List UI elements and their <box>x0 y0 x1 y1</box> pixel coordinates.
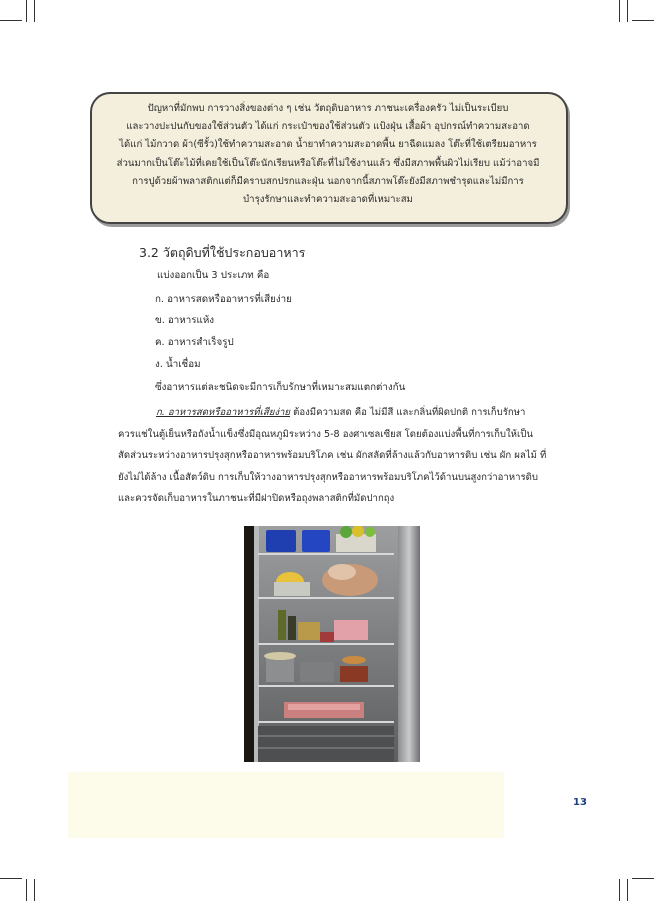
list-item: ข. อาหารแห้ง <box>155 315 215 326</box>
list-item: ก. อาหารสดหรืออาหารที่เสียง่าย <box>155 294 292 305</box>
callout-line: และวางปะปนกับของใช้ส่วนตัว ได้แก่ กระเป๋าของใช้ส่วนตัว แป้งฝุ่น เสื้อผ้า อุปกรณ์ทำความสะอาด <box>126 121 530 133</box>
paragraph-text: ต้องมีความสด คือ ไม่มีสี และกลิ่นที่ผิดปกติ การเก็บรักษา <box>290 407 526 418</box>
page-number: 13 <box>573 797 587 808</box>
paragraph-line: และควรจัดเก็บอาหารในภาชนะที่มีฝาปิดหรือถุงพลาสติกที่มัดปากถุง <box>118 493 395 504</box>
list-item: ค. อาหารสำเร็จรูป <box>155 337 234 348</box>
refrigerator-photo <box>244 526 420 762</box>
section-summary: ซึ่งอาหารแต่ละชนิดจะมีการเก็บรักษาที่เหมาะสมแตกต่างกัน <box>155 382 406 393</box>
crop-mark <box>26 0 27 22</box>
callout-line: ปัญหาที่มักพบ การวางสิ่งของต่าง ๆ เช่น วัตถุดิบอาหาร ภาชนะเครื่องครัว ไม่เป็นระเบียบ <box>147 103 509 114</box>
storage-paragraph <box>118 402 554 510</box>
list-item: ง. น้ำเชื่อม <box>155 359 201 370</box>
refrigerator-illustration <box>244 526 420 762</box>
crop-mark <box>627 0 628 22</box>
crop-mark <box>627 879 628 901</box>
crop-mark <box>0 20 22 21</box>
callout-line: ส่วนมากเป็นโต๊ะไม้ที่เคยใช้เป็นโต๊ะนักเรียนหรือโต๊ะที่ไม่ใช้งานแล้ว ซึ่งมีสภาพพื้นผิวไม่เรียบ แม้ว่าอาจมี <box>116 157 540 169</box>
crop-mark <box>619 0 620 22</box>
crop-mark <box>632 878 654 879</box>
crop-mark <box>619 879 620 901</box>
paragraph-line: ยังไม่ได้ล้าง เนื้อสัตว์ดิบ การเก็บให้วางอาหารปรุงสุกหรืออาหารพร้อมบริโภคไว้ด้านบนสูงกว่าอาหารดิบ <box>118 471 538 483</box>
callout-line: บำรุงรักษาและทำความสะอาดที่เหมาะสม <box>243 194 413 206</box>
crop-mark <box>26 879 27 901</box>
paragraph-line: ควรแช่ในตู้เย็นหรือถังน้ำแข็งซึ่งมีอุณหภูมิระหว่าง 5-8 องศาเซลเซียส โดยต้องแบ่งพื้นที่การเก็บให้เป็น <box>118 428 533 440</box>
emphasis-term: ก. อาหารสดหรืออาหารที่เสียง่าย <box>156 407 291 418</box>
paragraph-line: สัดส่วนระหว่างอาหารปรุงสุกหรืออาหารพร้อมบริโภค เช่น ผักสลัดที่ล้างแล้วกับอาหารดิบ เช่น ผัก ผลไม้ ที่ <box>118 450 547 461</box>
section-heading: 3.2 วัตถุดิบที่ใช้ประกอบอาหาร <box>139 245 306 260</box>
crop-mark <box>632 20 654 21</box>
problem-callout-text <box>100 100 556 209</box>
paragraph-line <box>118 402 554 424</box>
crop-mark <box>34 0 35 22</box>
callout-line: การปูด้วยผ้าพลาสติกแต่ก็มีคราบสกปรกและฝุ่น นอกจากนี้สภาพโต๊ะยังมีสภาพชำรุดและไม่มีการ <box>132 175 524 187</box>
crop-mark <box>0 878 22 879</box>
section-intro: แบ่งออกเป็น 3 ประเภท คือ <box>157 270 270 281</box>
footer-band <box>68 772 504 838</box>
callout-line: ได้แก่ ไม้กวาด ผ้า(ซีรั้ว)ใช้ทำความสะอาด น้ำยาทำความสะอาดพื้น ยาฉีดแมลง โต๊ะที่ใช้เตรียมอาหาร <box>119 139 537 151</box>
crop-mark <box>34 879 35 901</box>
